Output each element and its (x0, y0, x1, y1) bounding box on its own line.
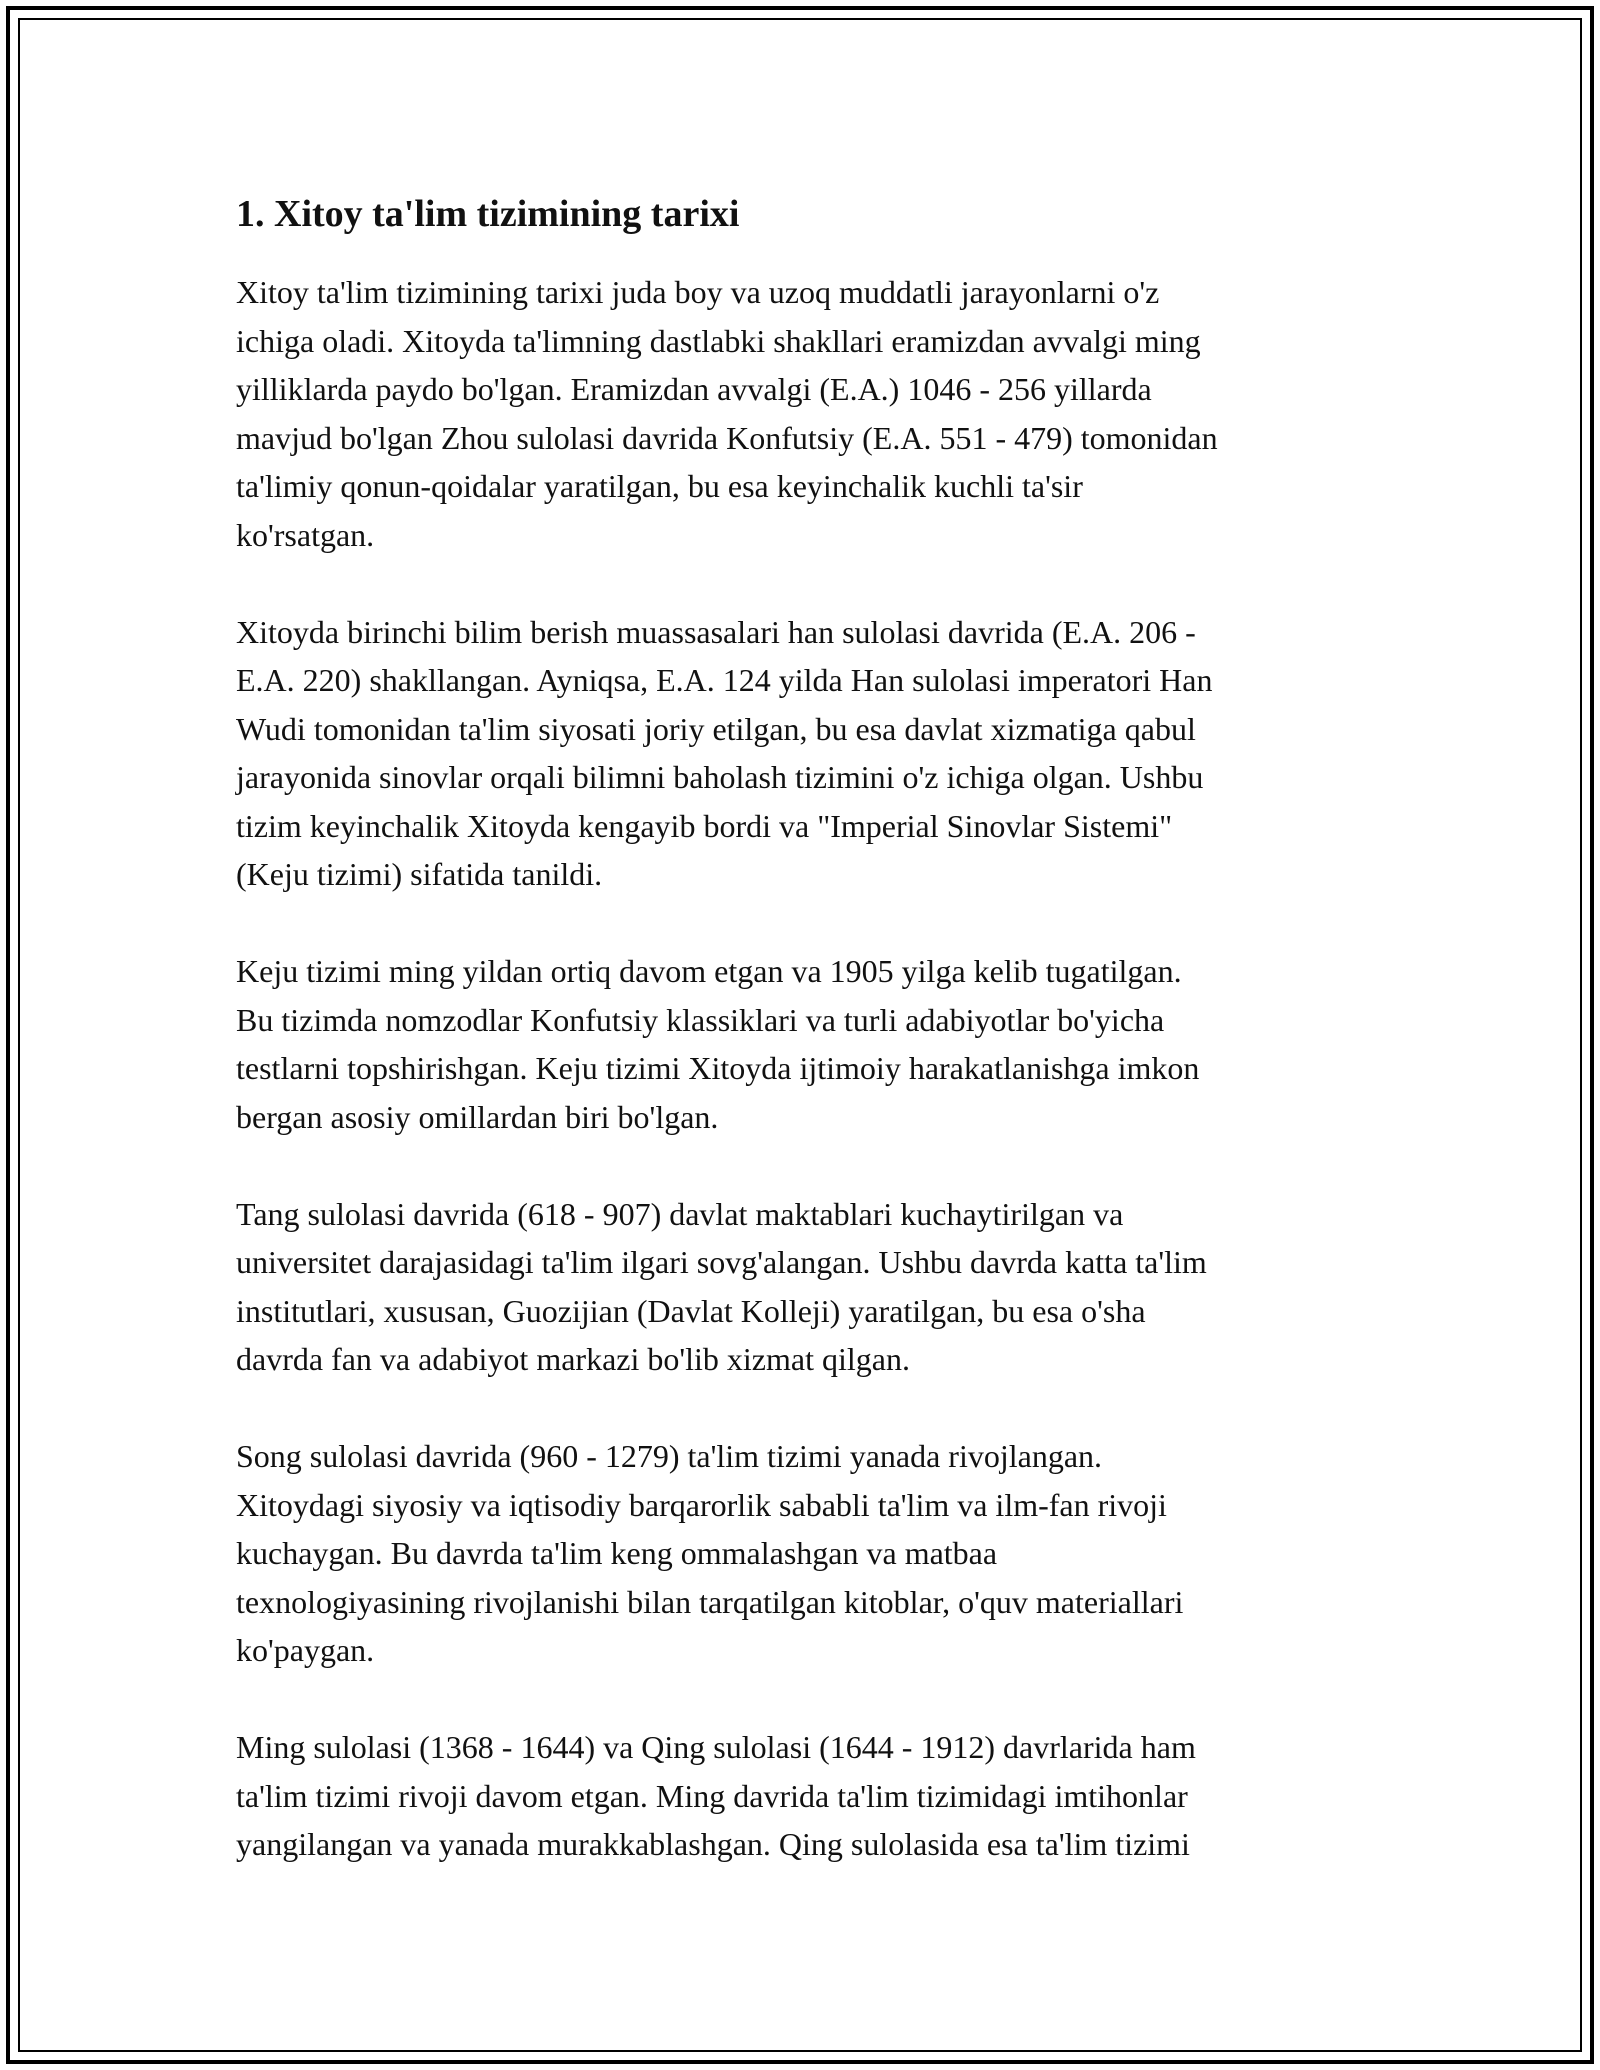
paragraph (236, 1432, 1366, 1675)
paragraph-line: Bu tizimda nomzodlar Konfutsiy klassiklari va turli adabiyotlar bo'yicha (236, 1001, 1165, 1038)
paragraph-line: Xitoydagi siyosiy va iqtisodiy barqarorlik sababli ta'lim va ilm-fan rivoji (236, 1486, 1167, 1523)
paragraph-line: yilliklarda paydo bo'lgan. Eramizdan avvalgi (E.A.) 1046 - 256 yillarda (236, 371, 1152, 407)
paragraph-line: institutlari, xususan, Guozijian (Davlat Kolleji) yaratilgan, bu esa o'sha (236, 1292, 1146, 1329)
paragraph-line: bergan asosiy omillardan biri bo'lgan. (236, 1098, 719, 1135)
paragraph-line: Wudi tomonidan ta'lim siyosati joriy etilgan, bu esa davlat xizmatiga qabul (236, 710, 1196, 747)
paragraph-line: Xitoy ta'lim tizimining tarixi juda boy va uzoq muddatli jarayonlarni o'z (236, 274, 1160, 310)
paragraph-line: Xitoyda birinchi bilim berish muassasalari han sulolasi davrida (E.A. 206 - (236, 613, 1196, 650)
paragraph-line: yangilangan va yanada murakkablashgan. Qing sulolasida esa ta'lim tizimi (236, 1826, 1190, 1862)
paragraph-line: Keju tizimi ming yildan ortiq davom etgan va 1905 yilga kelib tugatilgan. (236, 953, 1182, 989)
paragraph-line: Ming sulolasi (1368 - 1644) va Qing sulolasi (1644 - 1912) davrlarida ham (236, 1729, 1196, 1765)
paragraph (236, 1723, 1366, 1869)
paragraph-line: testlarni topshirishgan. Keju tizimi Xitoyda ijtimoiy harakatlanishga imkon (236, 1050, 1200, 1086)
paragraph (236, 947, 1366, 1141)
paragraph-line: ko'rsatgan. (236, 516, 375, 553)
paragraph-line: ta'lim tizimi rivoji davom etgan. Ming davrida ta'lim tizimidagi imtihonlar (236, 1777, 1188, 1814)
paragraph-line: ko'paygan. (236, 1632, 375, 1668)
paragraph-line: texnologiyasining rivojlanishi bilan tarqatilgan kitoblar, o'quv materiallari (236, 1583, 1184, 1620)
paragraph-line: ichiga oladi. Xitoyda ta'limning dastlabki shakllari eramizdan avvalgi ming (236, 322, 1201, 359)
paragraph-line: E.A. 220) shakllangan. Ayniqsa, E.A. 124 yilda Han sulolasi imperatori Han (236, 662, 1213, 698)
paragraph-line: ta'limiy qonun-qoidalar yaratilgan, bu esa keyinchalik kuchli ta'sir (236, 468, 1083, 504)
paragraph-line: (Keju tizimi) sifatida tanildi. (236, 856, 603, 892)
paragraph-list (236, 268, 1366, 1869)
paragraph-line: mavjud bo'lgan Zhou sulolasi davrida Konfutsiy (E.A. 551 - 479) tomonidan (236, 419, 1218, 456)
document-body (236, 190, 1366, 1917)
paragraph (236, 1190, 1366, 1384)
paragraph-line: Song sulolasi davrida (960 - 1279) ta'lim tizimi yanada rivojlangan. (236, 1438, 1103, 1474)
section-heading: 1. Xitoy ta'lim tizimining tarixi (236, 193, 740, 235)
paragraph-line: universitet darajasidagi ta'lim ilgari sovg'alangan. Ushbu davrda katta ta'lim (236, 1244, 1207, 1280)
paragraph-line: jarayonida sinovlar orqali bilimni baholash tizimini o'z ichiga olgan. Ushbu (236, 759, 1204, 795)
paragraph-line: tizim keyinchalik Xitoyda kengayib bordi va "Imperial Sinovlar Sistemi" (236, 807, 1173, 844)
paragraph (236, 608, 1366, 899)
paragraph-line: kuchaygan. Bu davrda ta'lim keng ommalashgan va matbaa (236, 1535, 998, 1571)
paragraph (236, 268, 1366, 559)
paragraph-line: davrda fan va adabiyot markazi bo'lib xizmat qilgan. (236, 1341, 910, 1377)
paragraph-line: Tang sulolasi davrida (618 - 907) davlat maktablari kuchaytirilgan va (236, 1195, 1124, 1232)
